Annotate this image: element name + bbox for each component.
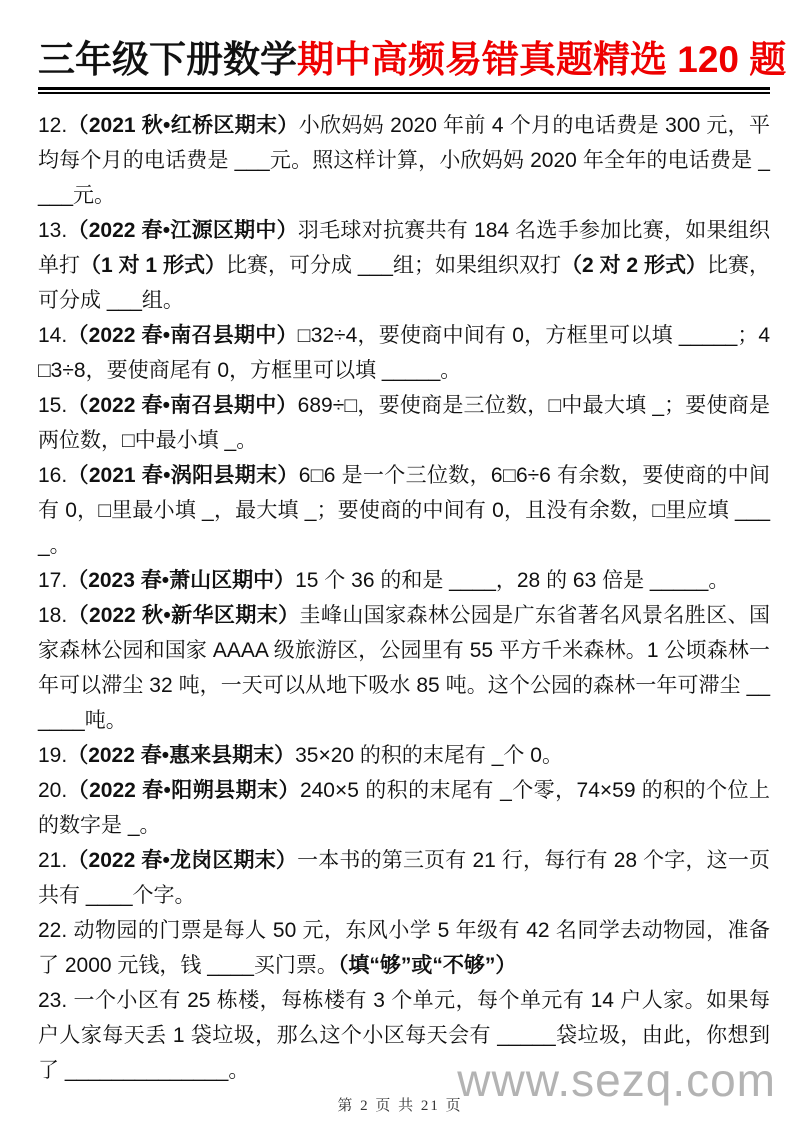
question-text-segment: 13. (38, 219, 68, 243)
question-item (38, 773, 770, 843)
question-bold-segment: （2 对 2 形式） (561, 254, 707, 278)
question-text-segment: 18. (38, 604, 68, 628)
question-text-segment: 小欣妈妈 2020 年前 4 个月的电话费是 300 元，平均每个月的电话费是 ___元。照这样计算，小欣妈妈 2020 年全年的电话费是 ____元。 (38, 114, 770, 208)
title-divider (38, 87, 770, 94)
question-text-segment: 6□6 是一个三位数，6□6÷6 有余数，要使商的中间有 0，□里最小填 _，最大填 _；要使商的中间有 0，且没有余数，□里应填 ____。 (38, 464, 770, 558)
question-text-segment: 35×20 的积的末尾有 _个 0。 (295, 744, 563, 768)
question-item (38, 563, 770, 598)
question-text-segment: 一个小区有 25 栋楼，每栋楼有 3 个单元，每个单元有 14 户人家。如果每户人家每天丢 1 袋垃圾，那么这个小区每天会有 _____袋垃圾，由此，你想到了 ______________。 (38, 989, 771, 1083)
question-item (38, 598, 770, 738)
question-bold-segment: （2023 春•萧山区期中） (67, 569, 296, 593)
question-bold-segment: （2022 秋•新华区期末） (67, 604, 300, 628)
question-text-segment: 圭峰山国家森林公园是广东省著名风景名胜区、国家森林公园和国家 AAAA 级旅游区，公园里有 55 平方千米森林。1 公顷森林一年可以滞尘 32 吨，一天可以从地下吸水 85 吨。这个公园的森林一年可滞尘 ______吨。 (38, 604, 771, 733)
question-text-segment: 12. (38, 114, 68, 138)
question-text-segment: 比赛，可分成 ___组。 (38, 254, 771, 313)
questions-list (38, 108, 770, 1088)
question-text-segment: 14. (38, 324, 68, 348)
question-text-segment: □32÷4，要使商中间有 0，方框里可以填 _____；4□3÷8，要使商尾有 0，方框里可以填 _____。 (38, 324, 771, 383)
question-text-segment: 比赛，可分成 ___组；如果组织双打 (225, 254, 562, 278)
question-bold-segment: （2022 春•龙岗区期末） (67, 849, 298, 873)
question-item (38, 843, 770, 913)
question-item (38, 318, 770, 388)
question-text-segment: 动物园的门票是每人 50 元，东风小学 5 年级有 42 名同学去动物园，准备了 2000 元钱，钱 ____买门票。 (38, 919, 771, 978)
question-bold-segment: （2022 春•南召县期中） (67, 394, 298, 418)
question-text-segment: 20. (38, 779, 68, 803)
question-text-segment: 22. (38, 919, 74, 943)
question-item (38, 458, 770, 563)
question-text-segment: 17. (38, 569, 68, 593)
question-bold-segment: （2021 秋•红桥区期末） (67, 114, 299, 138)
question-text-segment: 16. (38, 464, 68, 488)
question-bold-segment: （2021 春•涡阳县期末） (67, 464, 299, 488)
question-text-segment: 19. (38, 744, 68, 768)
question-text-segment: 689÷□，要使商是三位数，□中最大填 _；要使商是两位数，□中最小填 _。 (38, 394, 770, 453)
title-red-part: 期中高频易错真题精选 120 题 (297, 39, 787, 80)
question-bold-segment: （2022 春•阳朔县期末） (67, 779, 300, 803)
question-bold-segment: （1 对 1 形式） (80, 254, 226, 278)
page-number: 第 2 页 共 21 页 (337, 1098, 463, 1114)
question-item (38, 738, 770, 773)
page-title (38, 38, 787, 82)
title-black-part: 三年级下册数学 (38, 39, 297, 80)
question-text-segment: 23. (38, 989, 74, 1013)
question-text-segment: 21. (38, 849, 68, 873)
question-item (38, 213, 770, 318)
question-item (38, 983, 770, 1088)
question-text-segment: 一本书的第三页有 21 行，每行有 28 个字，这一页共有 ____个字。 (38, 849, 771, 908)
question-text-segment: 羽毛球对抗赛共有 184 名选手参加比赛，如果组织单打 (38, 219, 770, 278)
watermark: www.sezq.com (457, 1054, 776, 1106)
question-bold-segment: （2022 春•南召县期中） (67, 324, 298, 348)
question-item (38, 108, 770, 213)
question-text-segment: 15 个 36 的和是 ____，28 的 63 倍是 _____。 (295, 569, 730, 593)
question-item (38, 913, 770, 983)
question-bold-segment: （2022 春•江源区期中） (67, 219, 298, 243)
question-text-segment: 15. (38, 394, 68, 418)
question-bold-segment: （2022 春•惠来县期末） (67, 744, 296, 768)
question-bold-segment: （填“够”或“不够”） (337, 954, 517, 978)
question-text-segment: 240×5 的积的末尾有 _个零，74×59 的积的个位上的数字是 _。 (38, 779, 770, 838)
question-item (38, 388, 770, 458)
